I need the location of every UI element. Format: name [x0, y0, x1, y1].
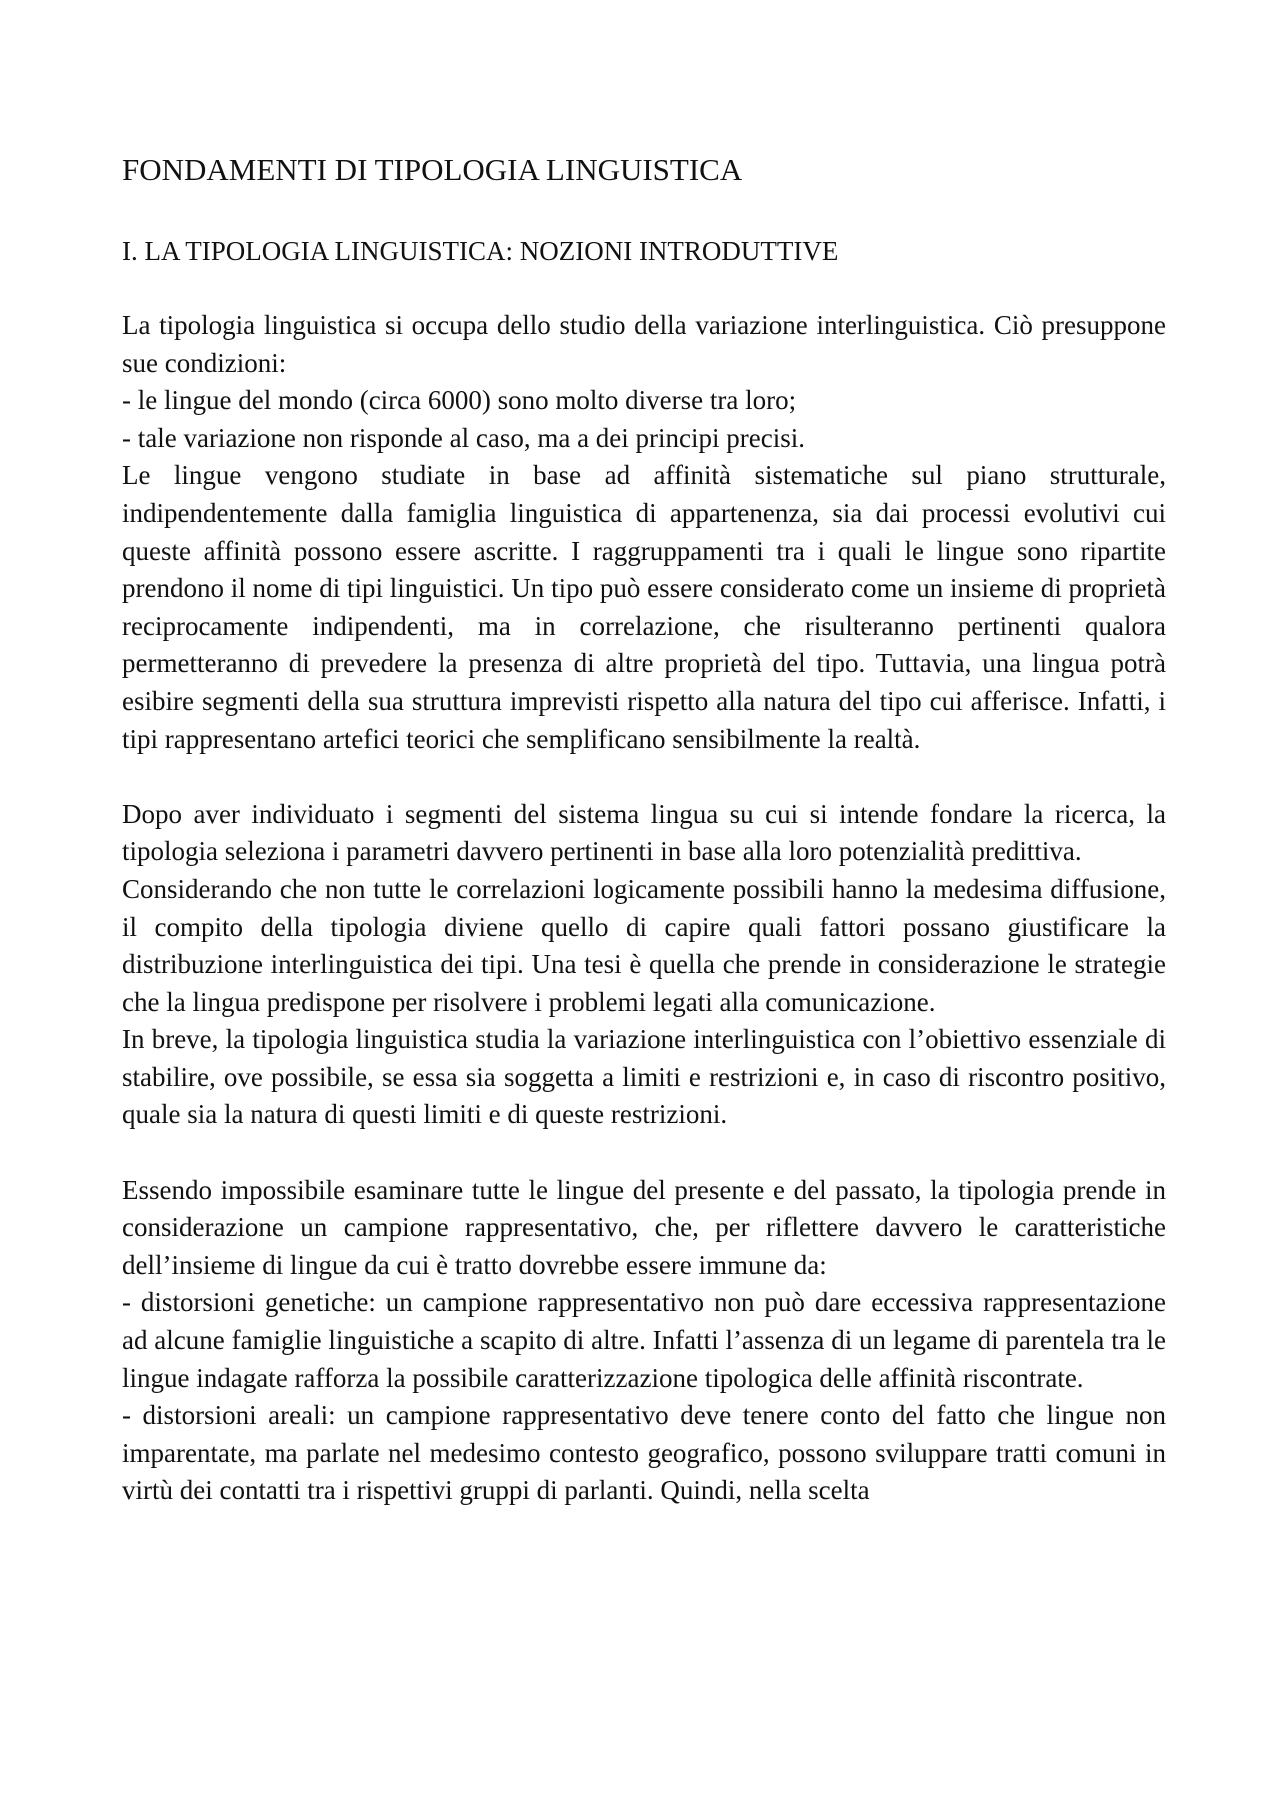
- document-title: FONDAMENTI DI TIPOLOGIA LINGUISTICA: [122, 152, 743, 187]
- list-item-genetic-distortion: - distorsioni genetiche: un campione rappresentativo non può dare eccessiva rappresentazione ad alcune famiglie linguistiche a scapito di altre. Infatti l’assenza di un legame di parentela tra le lingue indagate rafforza la possibile caratterizzazione tipologica delle affinità riscontrate.: [122, 1287, 1166, 1393]
- paragraph-types: Le lingue vengono studiate in base ad affinità sistematiche sul piano strutturale, indipendentemente dalla famiglia linguistica di appartenenza, sia dai processi evolutivi cui queste affinità possono essere ascritte. I raggruppamenti tra i quali le lingue sono ripartite prendono il nome di tipi linguistici. Un tipo può essere considerato come un insieme di proprietà reciprocamente indipendenti, ma in correlazione, che risulteranno pertinenti qualora permetteranno di prevedere la presenza di altre proprietà del tipo. Tuttavia, una lingua potrà esibire segmenti della sua struttura imprevisti rispetto alla natura del tipo cui afferisce. Infatti, i tipi rappresentano artefici teorici che semplificano sensibilmente la realtà.: [122, 460, 1166, 754]
- list-item-condition-2: - tale variazione non risponde al caso, ma a dei principi precisi.: [122, 422, 805, 453]
- paragraph-parameters: Dopo aver individuato i segmenti del sistema lingua su cui si intende fondare la ricerca, la tipologia seleziona i parametri davvero pertinenti in base alla loro potenzialità predittiva.: [122, 798, 1166, 867]
- paragraph-correlations: Considerando che non tutte le correlazioni logicamente possibili hanno la medesima diffusione, il compito della tipologia diviene quello di capire quali fattori possano giustificare la distribuzione interlinguistica dei tipi. Una tesi è quella che prende in considerazione le strategie che la lingua predispone per risolvere i problemi legati alla comunicazione.: [122, 873, 1166, 1017]
- paragraph-sample: Essendo impossibile esaminare tutte le lingue del presente e del passato, la tipologia prende in considerazione un campione rappresentativo, che, per riflettere davvero le caratteristiche dell’insieme di lingue da cui è tratto dovrebbe essere immune da:: [122, 1174, 1166, 1280]
- document-page: [122, 150, 1166, 1510]
- list-item-areal-distortion: - distorsioni areali: un campione rappresentativo deve tenere conto del fatto che lingue non imparentate, ma parlate nel medesimo contesto geografico, possono sviluppare tratti comuni in virtù dei contatti tra i rispettivi gruppi di parlanti. Quindi, nella scelta: [122, 1400, 1166, 1506]
- section-heading: I. LA TIPOLOGIA LINGUISTICA: NOZIONI INTRODUTTIVE: [122, 236, 839, 266]
- paragraph-intro: La tipologia linguistica si occupa dello studio della variazione interlinguistica. Ciò presuppone sue condizioni:: [122, 310, 1166, 378]
- list-item-condition-1: - le lingue del mondo (circa 6000) sono molto diverse tra loro;: [122, 385, 797, 416]
- paragraph-gap: [122, 758, 1166, 796]
- paragraph-summary: In breve, la tipologia linguistica studia la variazione interlinguistica con l’obiettivo essenziale di stabilire, ove possibile, se essa sia soggetta a limiti e restrizioni e, in caso di riscontro positivo, quale sia la natura di questi limiti e di queste restrizioni.: [122, 1024, 1166, 1130]
- paragraph-gap: [122, 1134, 1166, 1172]
